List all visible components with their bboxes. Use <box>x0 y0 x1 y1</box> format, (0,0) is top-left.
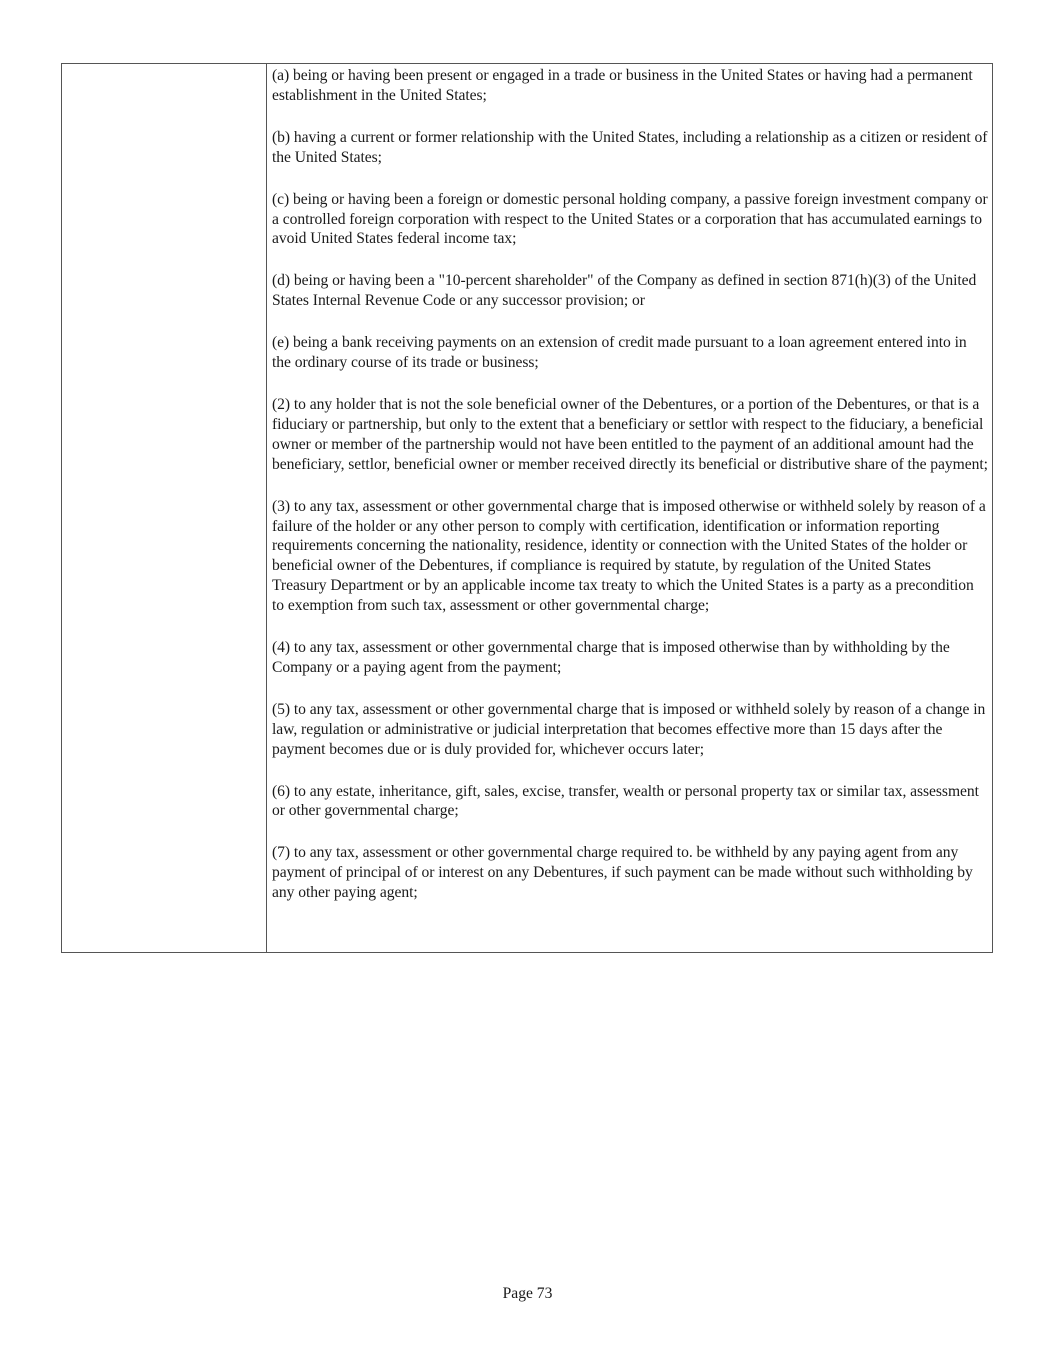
paragraph-6: (6) to any estate, inheritance, gift, sales, excise, transfer, wealth or personal property tax or similar tax, assessment or other governmental charge; <box>272 782 979 820</box>
paragraph-4: (4) to any tax, assessment or other governmental charge that is imposed otherwise than by withholding by the Company or a paying agent from the payment; <box>272 639 950 676</box>
paragraph-7: (7) to any tax, assessment or other governmental charge required to. be withheld by any paying agent from any payment of principal of or interest on any Debentures, if such payment can be made without such withholding by any other paying agent; <box>272 844 973 902</box>
page-number: Page 73 <box>502 1285 553 1302</box>
document-table <box>61 63 993 953</box>
paragraph-5: (5) to any tax, assessment or other governmental charge that is imposed or withheld solely by reason of a change in law, regulation or administrative or judicial interpretation that becomes effective more than 15 days after the payment becomes due or is duly provided for, whichever occurs later; <box>272 700 986 758</box>
paragraph-b: (b) having a current or former relationship with the United States, including a relationship as a citizen or resident of the United States; <box>272 128 988 166</box>
paragraph-2: (2) to any holder that is not the sole beneficial owner of the Debentures, or a portion of the Debentures, or that is a fiduciary or partnership, but only to the extent that a beneficiary or settlor with respect to the fiduciary, a beneficial owner or member of the partnership would not have been entitled to the payment of an additional amount had the beneficiary, settlor, beneficial owner or member received directly its beneficial or distributive share of the payment; <box>272 395 988 473</box>
paragraph-c: (c) being or having been a foreign or domestic personal holding company, a passive foreign investment company or a controlled foreign corporation with respect to the United States or a corporation that has accumulated earnings to avoid United States federal income tax; <box>272 190 988 248</box>
paragraph-a: (a) being or having been present or engaged in a trade or business in the United States or having had a permanent establishment in the United States; <box>272 67 973 104</box>
paragraph-e: (e) being a bank receiving payments on an extension of credit made pursuant to a loan agreement entered into in the ordinary course of its trade or business; <box>272 334 967 372</box>
paragraph-3: (3) to any tax, assessment or other governmental charge that is imposed otherwise or withheld solely by reason of a failure of the holder or any other person to comply with certification, identification or information reporting requirements concerning the nationality, residence, identity or connection with the United States of the holder or beneficial owner of the Debentures, if compliance is required by statute, by regulation of the United States Treasury Department or by an applicable income tax treaty to which the United States is a party as a precondition to exemption from such tax, assessment or other governmental charge; <box>272 497 986 615</box>
table-left-cell <box>62 64 267 952</box>
paragraph-d: (d) being or having been a "10-percent shareholder" of the Company as defined in section 871(h)(3) of the United States Internal Revenue Code or any successor provision; or <box>272 272 977 310</box>
table-right-cell <box>267 64 992 952</box>
